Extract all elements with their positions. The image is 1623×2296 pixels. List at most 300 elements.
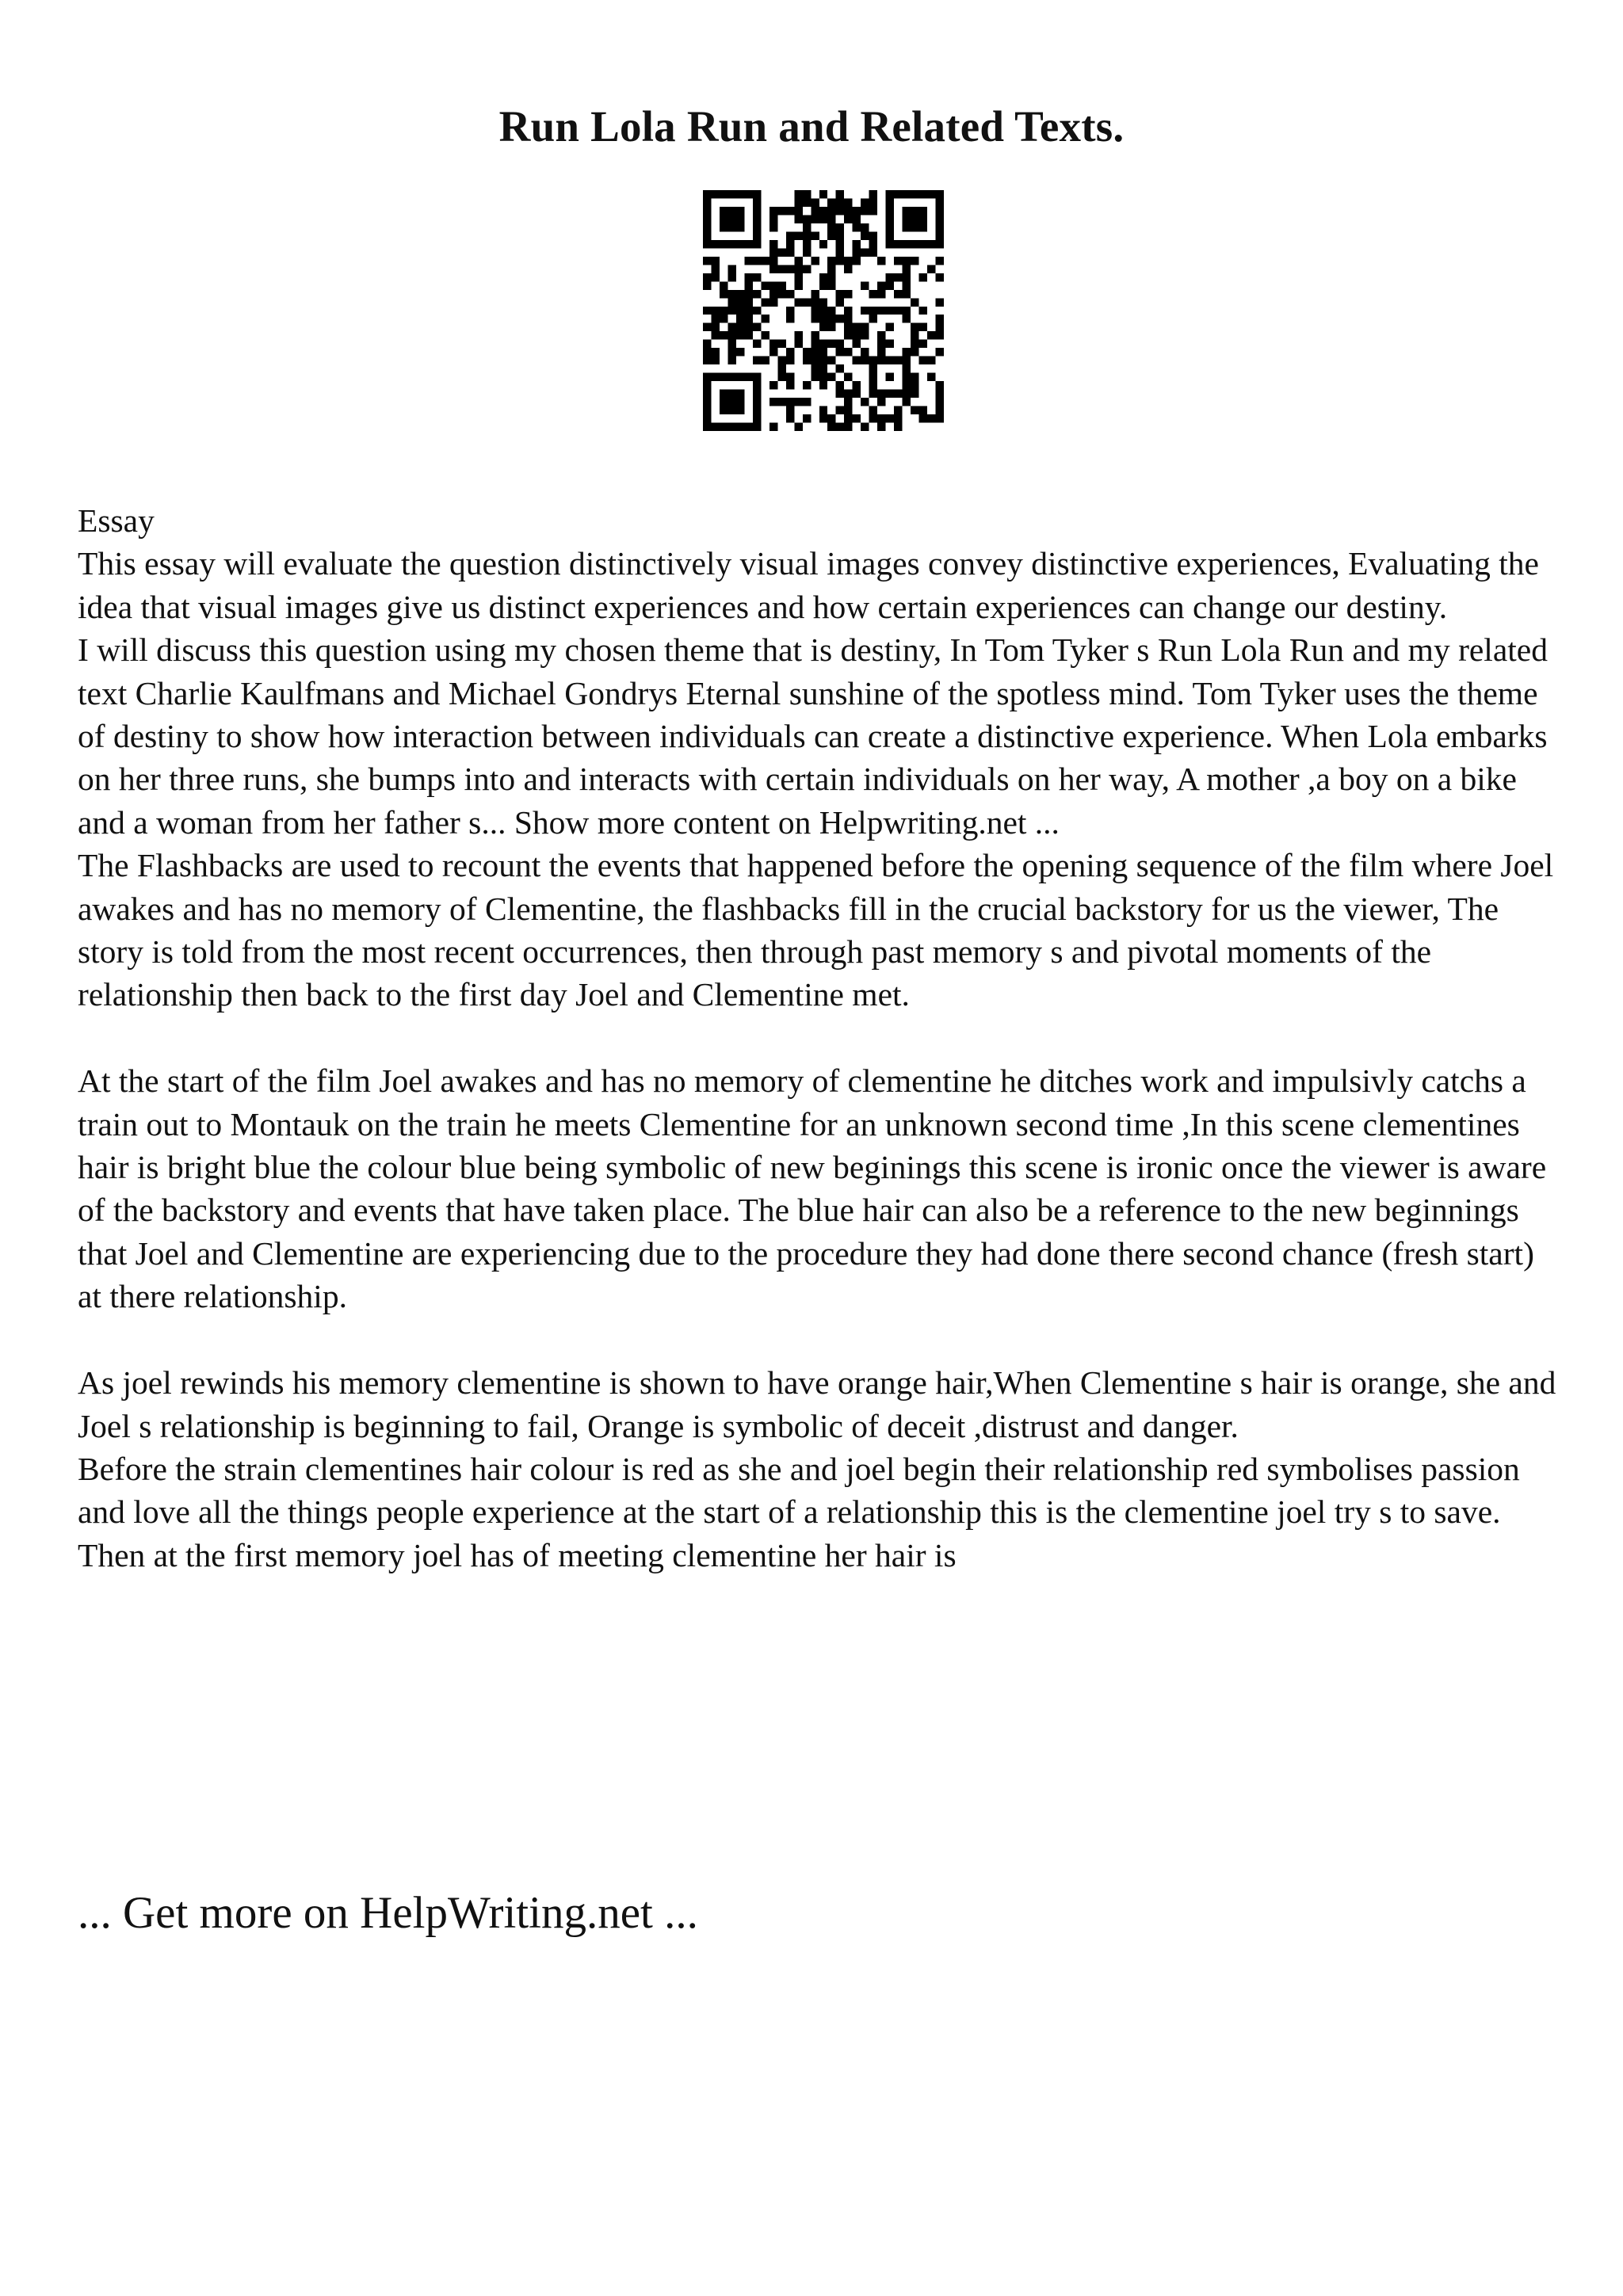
qr-module (769, 381, 777, 389)
qr-module (861, 348, 869, 356)
qr-module (861, 281, 869, 289)
qr-module (769, 265, 777, 273)
qr-module (777, 265, 785, 273)
qr-module (736, 315, 744, 322)
qr-module (894, 307, 902, 315)
qr-module (819, 315, 827, 322)
paragraph-spacer (78, 1016, 1560, 1059)
qr-module (720, 190, 727, 198)
qr-module (703, 257, 711, 265)
qr-module (894, 290, 902, 298)
qr-module (836, 248, 844, 256)
qr-module (711, 348, 719, 356)
qr-module (911, 373, 918, 381)
qr-module (869, 315, 877, 322)
qr-module (886, 390, 894, 398)
qr-module (869, 248, 877, 256)
qr-module (927, 240, 935, 248)
qr-module (927, 357, 935, 364)
qr-module (927, 373, 935, 381)
qr-module (736, 390, 744, 398)
qr-module (711, 323, 719, 331)
qr-module (753, 390, 761, 398)
qr-module (711, 190, 719, 198)
qr-module (853, 340, 861, 348)
qr-module (836, 315, 844, 322)
qr-module (753, 423, 761, 431)
essay-paragraph-7: Then at the first memory joel has of meeting clementine her hair is (78, 1536, 957, 1573)
qr-module (703, 231, 711, 239)
qr-module (744, 290, 752, 298)
qr-module (936, 190, 944, 198)
qr-module (911, 215, 918, 223)
qr-module (877, 281, 885, 289)
qr-module (811, 340, 819, 348)
qr-module (869, 414, 877, 422)
qr-module (819, 414, 827, 422)
qr-module (911, 390, 918, 398)
qr-module (744, 307, 752, 315)
qr-module (827, 357, 835, 364)
qr-module (703, 240, 711, 248)
section-label: Essay (78, 502, 155, 539)
qr-module (811, 357, 819, 364)
qr-module (936, 381, 944, 389)
qr-module (736, 307, 744, 315)
qr-module (744, 331, 752, 339)
qr-module (819, 190, 827, 198)
get-more-link[interactable]: ... Get more on HelpWriting.net ... (78, 1888, 698, 1938)
qr-module (761, 281, 769, 289)
qr-module (753, 240, 761, 248)
qr-module (844, 414, 852, 422)
qr-module (727, 340, 735, 348)
qr-module (936, 390, 944, 398)
qr-module (727, 265, 735, 273)
qr-module (803, 215, 811, 223)
qr-module (836, 423, 844, 431)
qr-module (903, 381, 911, 389)
qr-module (736, 290, 744, 298)
qr-module (786, 265, 794, 273)
qr-module (861, 231, 869, 239)
qr-module (786, 248, 794, 256)
qr-module (803, 248, 811, 256)
qr-module (720, 240, 727, 248)
qr-module (736, 215, 744, 223)
qr-module (903, 281, 911, 289)
qr-module (903, 307, 911, 315)
qr-module (886, 323, 894, 331)
qr-module (819, 340, 827, 348)
qr-module (711, 240, 719, 248)
qr-module (753, 414, 761, 422)
qr-module (703, 207, 711, 215)
qr-module (886, 357, 894, 364)
qr-module (894, 273, 902, 281)
qr-module (927, 190, 935, 198)
qr-module (753, 273, 761, 281)
qr-module (736, 406, 744, 414)
qr-module (827, 198, 835, 206)
qr-module (886, 414, 894, 422)
qr-module (727, 357, 735, 364)
qr-module (869, 240, 877, 248)
qr-module (777, 373, 785, 381)
qr-module (744, 298, 752, 306)
qr-module (827, 215, 835, 223)
qr-module (703, 398, 711, 406)
qr-module (819, 307, 827, 315)
qr-module (894, 406, 902, 414)
qr-module (869, 190, 877, 198)
qr-module (769, 240, 777, 248)
qr-module (811, 298, 819, 306)
qr-module (853, 257, 861, 265)
qr-module (819, 298, 827, 306)
qr-module (869, 373, 877, 381)
qr-module (903, 357, 911, 364)
qr-module (736, 373, 744, 381)
qr-module (819, 207, 827, 215)
qr-module (819, 373, 827, 381)
qr-module (911, 240, 918, 248)
qr-module (753, 207, 761, 215)
essay-paragraph-4: At the start of the film Joel awakes and has no memory of clementine he ditches work and impulsivly catchs a train out to Montauk on the train he meets Clementine for an unknown second time ,In this scene clementines hair is bright blue the colour blue being symbolic of new beginings this scene is ironic once the viewer is aware of the backstory and events that have taken place. The blue hair can also be a reference to the new beginnings that Joel and Clementine are experiencing due to the procedure they had done there second chance (fresh start) at there relationship. (78, 1062, 1555, 1315)
qr-module (736, 240, 744, 248)
qr-module (703, 423, 711, 431)
qr-module (794, 340, 802, 348)
qr-module (927, 331, 935, 339)
qr-module (753, 406, 761, 414)
qr-module (877, 307, 885, 315)
qr-module (803, 298, 811, 306)
qr-module (894, 257, 902, 265)
qr-module (786, 373, 794, 381)
qr-module (703, 348, 711, 356)
qr-module (786, 348, 794, 356)
qr-module (844, 373, 852, 381)
qr-module (903, 398, 911, 406)
qr-module (711, 423, 719, 431)
qr-module (836, 257, 844, 265)
qr-module (827, 323, 835, 331)
qr-module (894, 423, 902, 431)
qr-module (819, 364, 827, 372)
qr-module (769, 348, 777, 356)
qr-module (819, 381, 827, 389)
qr-module (736, 298, 744, 306)
qr-module (894, 414, 902, 422)
qr-module (794, 257, 802, 265)
qr-module (886, 373, 894, 381)
qr-module (903, 190, 911, 198)
qr-module (844, 307, 852, 315)
qr-module (877, 390, 885, 398)
qr-module (794, 231, 802, 239)
qr-module (836, 190, 844, 198)
qr-module (786, 231, 794, 239)
qr-module (727, 190, 735, 198)
qr-module (836, 207, 844, 215)
qr-module (877, 398, 885, 406)
qr-module (727, 298, 735, 306)
qr-module (819, 357, 827, 364)
qr-module (903, 265, 911, 273)
qr-module (903, 207, 911, 215)
qr-module (727, 373, 735, 381)
qr-module (703, 390, 711, 398)
qr-module (936, 414, 944, 422)
qr-module (711, 265, 719, 273)
qr-module (844, 406, 852, 414)
qr-module (861, 307, 869, 315)
qr-module (836, 240, 844, 248)
qr-module (869, 381, 877, 389)
qr-module (786, 315, 794, 322)
qr-module (703, 373, 711, 381)
qr-module (811, 364, 819, 372)
qr-module (703, 406, 711, 414)
qr-module (911, 207, 918, 215)
qr-module (903, 373, 911, 381)
qr-module (777, 357, 785, 364)
qr-module (894, 357, 902, 364)
qr-module (753, 398, 761, 406)
qr-module (761, 315, 769, 322)
qr-module (777, 207, 785, 215)
qr-module (903, 390, 911, 398)
qr-module (711, 257, 719, 265)
qr-module (903, 348, 911, 356)
qr-module (703, 215, 711, 223)
qr-module (720, 315, 727, 322)
qr-module (836, 364, 844, 372)
qr-module (836, 290, 844, 298)
qr-module (727, 240, 735, 248)
qr-module (894, 190, 902, 198)
qr-module (703, 273, 711, 281)
qr-module (894, 240, 902, 248)
qr-module (803, 348, 811, 356)
qr-module (844, 265, 852, 273)
qr-module (703, 323, 711, 331)
qr-module (819, 273, 827, 281)
qr-module (919, 340, 927, 348)
qr-module (911, 323, 918, 331)
qr-module (819, 215, 827, 223)
qr-module (919, 414, 927, 422)
qr-module (936, 207, 944, 215)
qr-module (936, 223, 944, 231)
qr-module (786, 414, 794, 422)
qr-module (720, 215, 727, 223)
qr-module (736, 423, 744, 431)
qr-module (703, 198, 711, 206)
qr-module (811, 315, 819, 322)
qr-module (727, 273, 735, 281)
qr-module (727, 215, 735, 223)
qr-module (753, 215, 761, 223)
qr-module (777, 364, 785, 372)
qr-module (744, 281, 752, 289)
qr-module (753, 257, 761, 265)
qr-module (703, 381, 711, 389)
qr-module (769, 248, 777, 256)
qr-module (827, 273, 835, 281)
qr-module (919, 307, 927, 315)
qr-module (827, 223, 835, 231)
qr-module (836, 340, 844, 348)
qr-module (869, 390, 877, 398)
qr-module (844, 331, 852, 339)
qr-module (869, 307, 877, 315)
qr-module (720, 307, 727, 315)
qr-module (720, 281, 727, 289)
qr-module (919, 406, 927, 414)
qr-module (903, 273, 911, 281)
qr-module (877, 348, 885, 356)
qr-module (869, 406, 877, 414)
qr-module (827, 265, 835, 273)
qr-module (936, 240, 944, 248)
qr-module (761, 357, 769, 364)
qr-module (819, 240, 827, 248)
qr-module (777, 398, 785, 406)
qr-module (836, 223, 844, 231)
qr-module (827, 207, 835, 215)
qr-module (861, 198, 869, 206)
qr-module (853, 248, 861, 256)
qr-module (836, 231, 844, 239)
qr-module (803, 231, 811, 239)
qr-module (811, 257, 819, 265)
qr-module (727, 348, 735, 356)
qr-module (794, 298, 802, 306)
qr-module (786, 406, 794, 414)
qr-module (936, 231, 944, 239)
qr-module (827, 373, 835, 381)
qr-module (936, 298, 944, 306)
qr-module (869, 231, 877, 239)
qr-module (911, 223, 918, 231)
qr-module (836, 390, 844, 398)
qr-module (911, 190, 918, 198)
qr-module (911, 348, 918, 356)
qr-module (836, 348, 844, 356)
qr-module (861, 398, 869, 406)
qr-module (753, 340, 761, 348)
qr-module (744, 323, 752, 331)
qr-module (720, 398, 727, 406)
qr-module (803, 398, 811, 406)
qr-module (911, 381, 918, 389)
qr-module (811, 231, 819, 239)
qr-module (811, 290, 819, 298)
qr-module (919, 273, 927, 281)
qr-module (936, 198, 944, 206)
qr-module (886, 307, 894, 315)
qr-module (811, 307, 819, 315)
qr-module (911, 340, 918, 348)
qr-module (844, 323, 852, 331)
qr-module (836, 198, 844, 206)
qr-module (853, 357, 861, 364)
qr-module (927, 265, 935, 273)
qr-module (919, 357, 927, 364)
essay-paragraph-5: As joel rewinds his memory clementine is shown to have orange hair,When Clementine s hair is orange, she and Joel s relationship is beginning to fail, Orange is symbolic of deceit ,distrust and danger. (78, 1364, 1564, 1444)
qr-module (911, 406, 918, 414)
qr-module (769, 398, 777, 406)
qr-module (869, 357, 877, 364)
qr-module (936, 257, 944, 265)
qr-module (744, 423, 752, 431)
qr-module (720, 290, 727, 298)
qr-module (744, 190, 752, 198)
qr-module (769, 215, 777, 223)
qr-module (794, 331, 802, 339)
qr-module (903, 215, 911, 223)
qr-module (827, 307, 835, 315)
qr-module (744, 273, 752, 281)
qr-module (853, 223, 861, 231)
qr-module (720, 423, 727, 431)
qr-module (753, 381, 761, 389)
qr-module (886, 207, 894, 215)
qr-module (777, 248, 785, 256)
qr-module (803, 240, 811, 248)
qr-module (861, 207, 869, 215)
qr-module (753, 323, 761, 331)
qr-code-icon (703, 190, 944, 431)
qr-module (803, 381, 811, 389)
qr-module (794, 265, 802, 273)
qr-module (827, 281, 835, 289)
qr-module (811, 373, 819, 381)
qr-module (769, 298, 777, 306)
qr-module (827, 414, 835, 422)
qr-module (786, 398, 794, 406)
qr-module (886, 223, 894, 231)
qr-module (777, 281, 785, 289)
qr-module (861, 423, 869, 431)
qr-module (727, 398, 735, 406)
qr-module (769, 423, 777, 431)
qr-module (886, 340, 894, 348)
qr-module (861, 223, 869, 231)
qr-module (836, 298, 844, 306)
qr-module (803, 198, 811, 206)
qr-module (877, 331, 885, 339)
qr-module (736, 223, 744, 231)
qr-module (869, 290, 877, 298)
qr-module (936, 406, 944, 414)
qr-module (794, 198, 802, 206)
qr-module (877, 357, 885, 364)
qr-module (711, 373, 719, 381)
qr-module (786, 357, 794, 364)
qr-module (877, 423, 885, 431)
qr-module (711, 331, 719, 339)
qr-module (703, 223, 711, 231)
qr-module (911, 331, 918, 339)
qr-module (903, 364, 911, 372)
qr-module (761, 331, 769, 339)
qr-module (711, 357, 719, 364)
qr-module (720, 406, 727, 414)
qr-module (753, 190, 761, 198)
qr-module (711, 315, 719, 322)
